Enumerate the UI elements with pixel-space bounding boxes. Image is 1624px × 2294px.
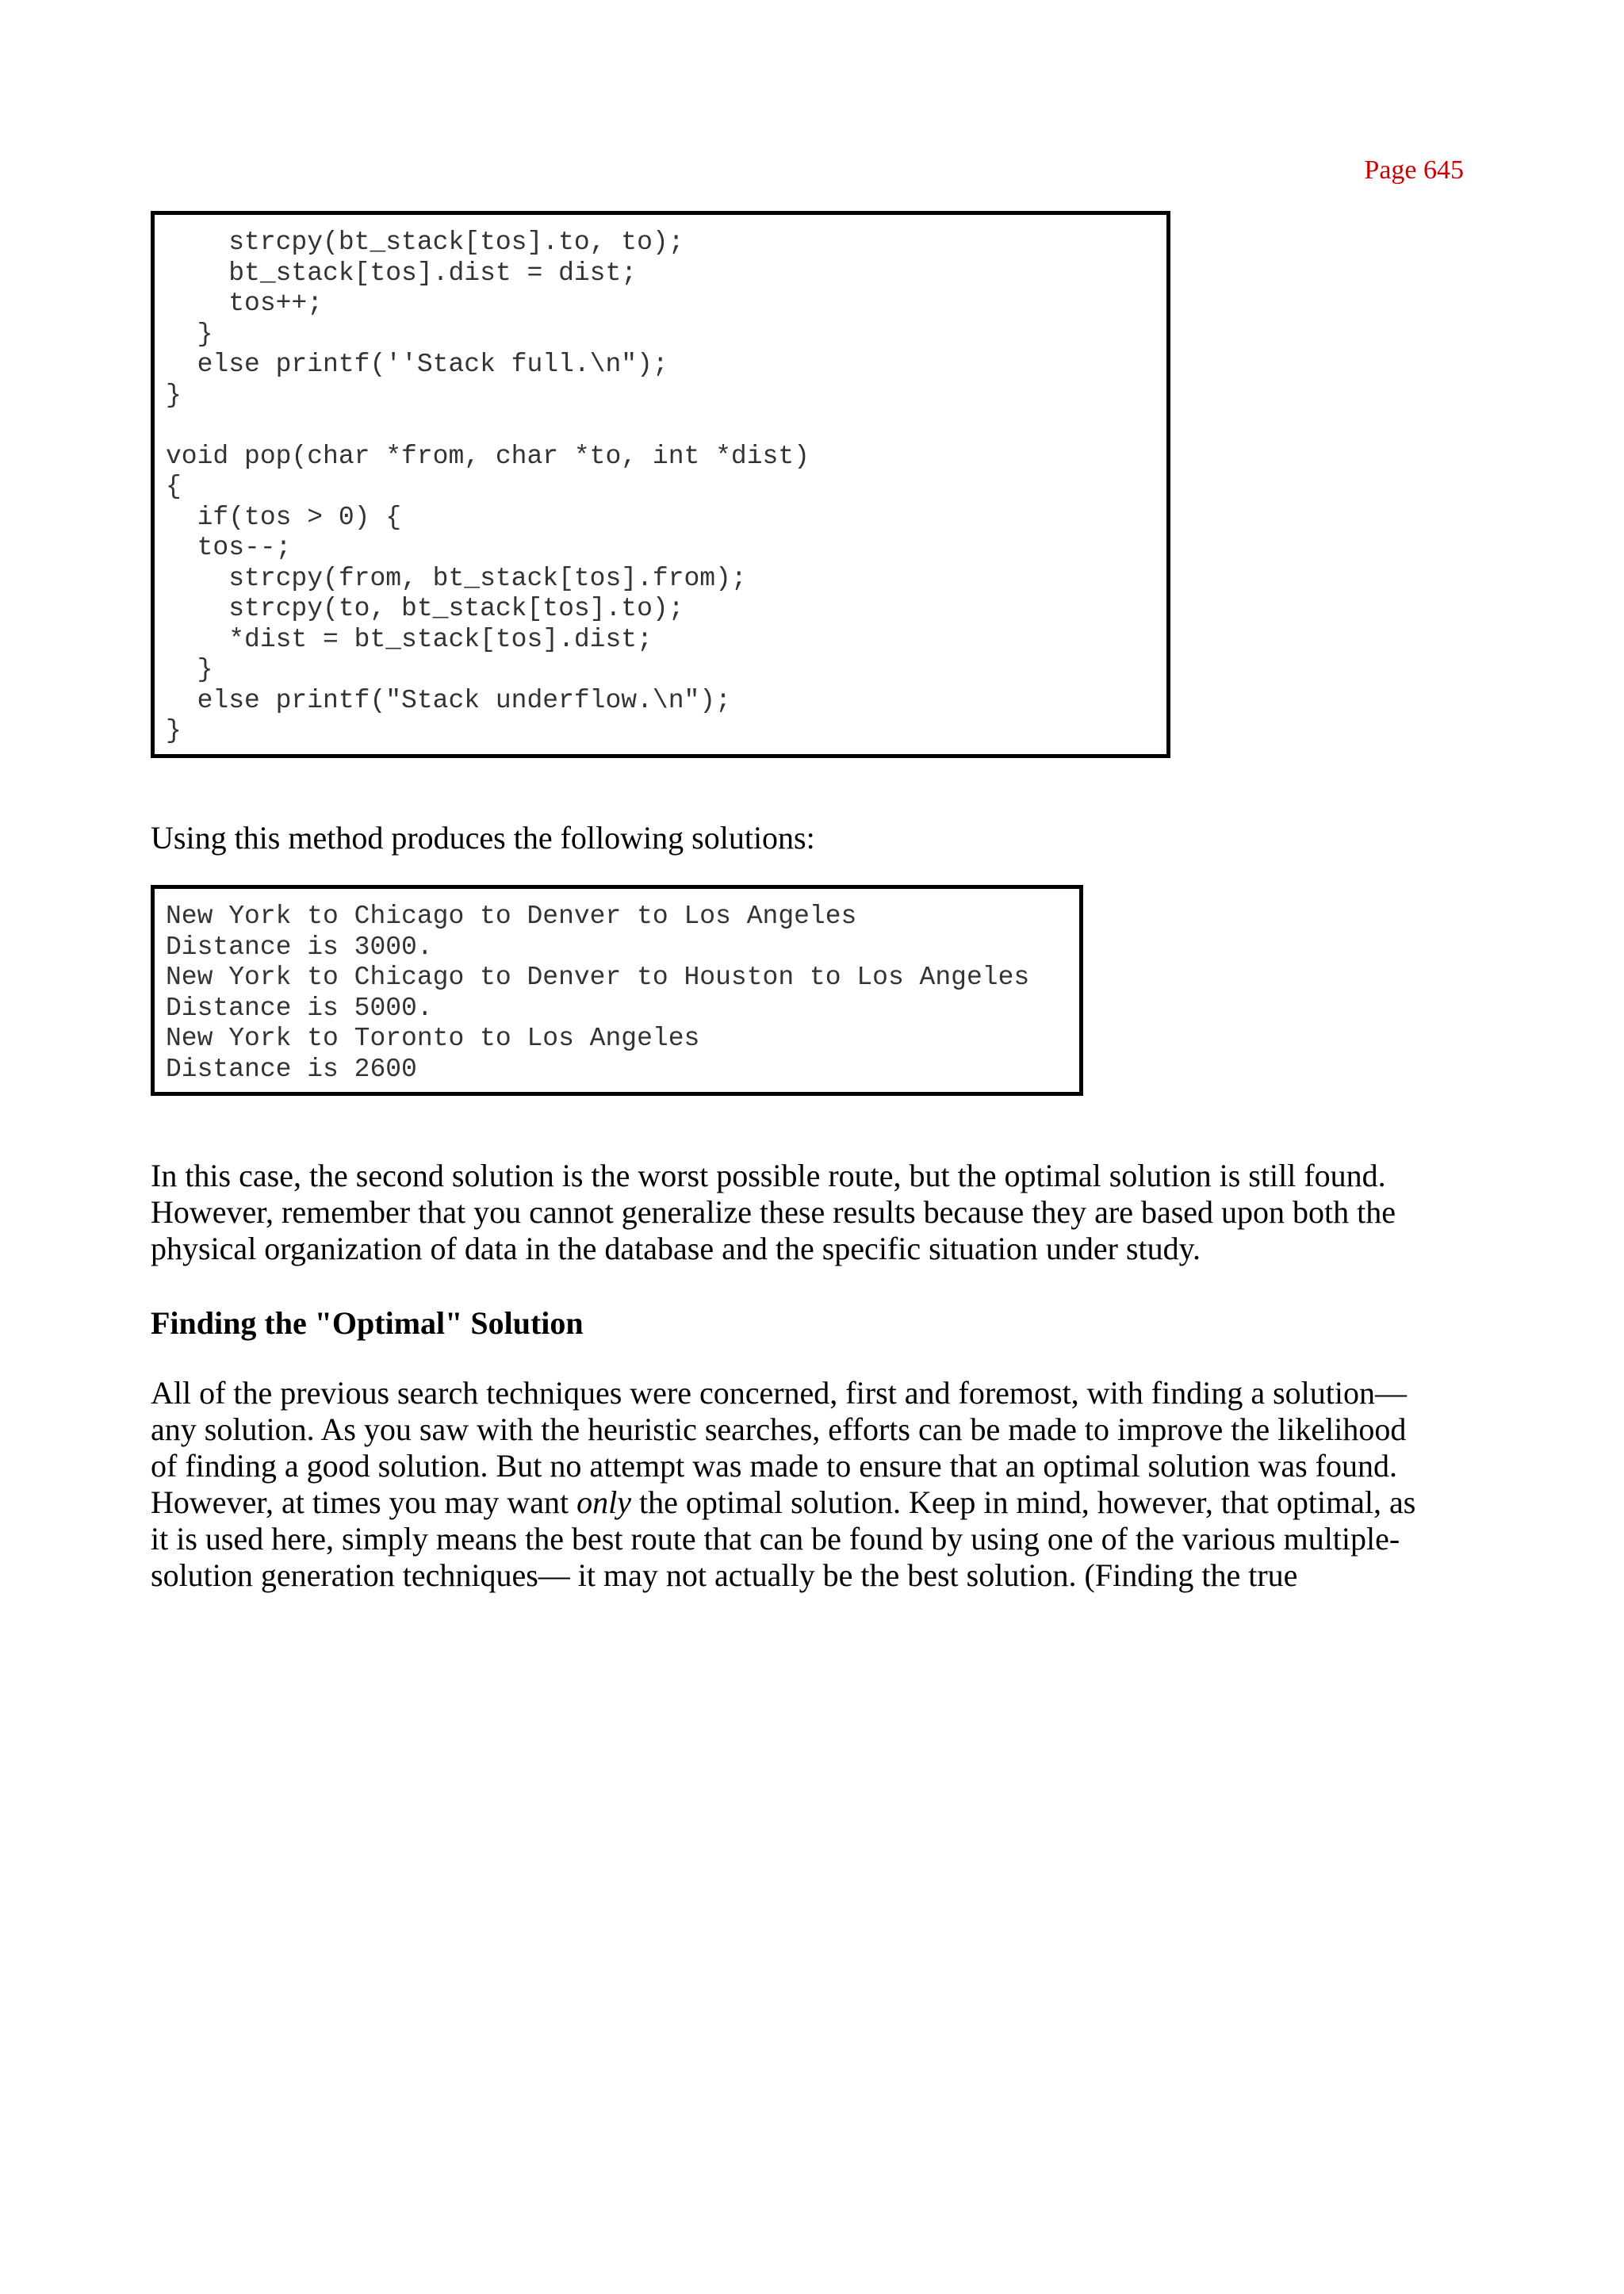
paragraph-line: physical organization of data in the database and the specific situation under study. (151, 1231, 1201, 1266)
code-line: } (166, 380, 182, 410)
code-line: void pop(char *from, char *to, int *dist) (166, 441, 810, 471)
page-number: Page 645 (1364, 155, 1464, 185)
code-line: } (166, 716, 182, 745)
code-line: strcpy(from, bt_stack[tos].from); (166, 563, 747, 593)
output-line: Distance is 3000. (166, 932, 433, 962)
paragraph-line: All of the previous search techniques were concerned, first and foremost, with finding a solution— (151, 1375, 1408, 1411)
code-line: *dist = bt_stack[tos].dist; (166, 624, 653, 654)
emphasis-text: only (576, 1484, 632, 1520)
paragraph-line: it is used here, simply means the best route that can be found by using one of the various multiple- (151, 1521, 1400, 1557)
line-text: the optimal solution. Keep in mind, however, that optimal, as (631, 1484, 1416, 1520)
output-line: New York to Chicago to Denver to Los Angeles (166, 902, 857, 931)
output-line: New York to Chicago to Denver to Houston to Los Angeles (166, 963, 1030, 992)
code-line: } (166, 319, 213, 349)
code-line: strcpy(bt_stack[tos].to, to); (166, 228, 684, 257)
paragraph-line: any solution. As you saw with the heuristic searches, efforts can be made to improve the likelihood (151, 1411, 1407, 1447)
optimal-paragraph (151, 1375, 1467, 1594)
code-line: } (166, 655, 213, 684)
paragraph-line: solution generation techniques— it may not actually be the best solution. (Finding the true (151, 1557, 1298, 1593)
code-line: strcpy(to, bt_stack[tos].to); (166, 594, 684, 623)
intro-paragraph: Using this method produces the following solutions: (151, 820, 815, 856)
output-line: Distance is 2600 (166, 1054, 417, 1084)
code-block (166, 228, 1166, 747)
output-line: Distance is 5000. (166, 993, 433, 1023)
code-listing (151, 211, 1170, 758)
paragraph-line: However, remember that you cannot generalize these results because they are based upon both the (151, 1194, 1396, 1230)
code-line: else printf("Stack underflow.\n"); (166, 685, 731, 715)
code-line: else printf(''Stack full.\n"); (166, 350, 668, 379)
output-line: New York to Toronto to Los Angeles (166, 1024, 700, 1053)
code-line: tos--; (166, 533, 292, 562)
code-line: bt_stack[tos].dist = dist; (166, 258, 638, 288)
output-listing (151, 885, 1083, 1096)
paragraph-line: of finding a good solution. But no attempt was made to ensure that an optimal solution was found. (151, 1448, 1397, 1484)
paragraph-line (151, 1484, 1467, 1521)
paragraph-line: In this case, the second solution is the worst possible route, but the optimal solution is still found. (151, 1158, 1386, 1193)
section-heading: Finding the "Optimal" Solution (151, 1305, 584, 1341)
line-text: However, at times you may want (151, 1484, 577, 1520)
code-line: if(tos > 0) { (166, 502, 402, 532)
code-line: tos++; (166, 289, 324, 318)
results-paragraph (151, 1158, 1467, 1267)
code-line: { (166, 472, 182, 501)
output-block (166, 902, 1079, 1085)
